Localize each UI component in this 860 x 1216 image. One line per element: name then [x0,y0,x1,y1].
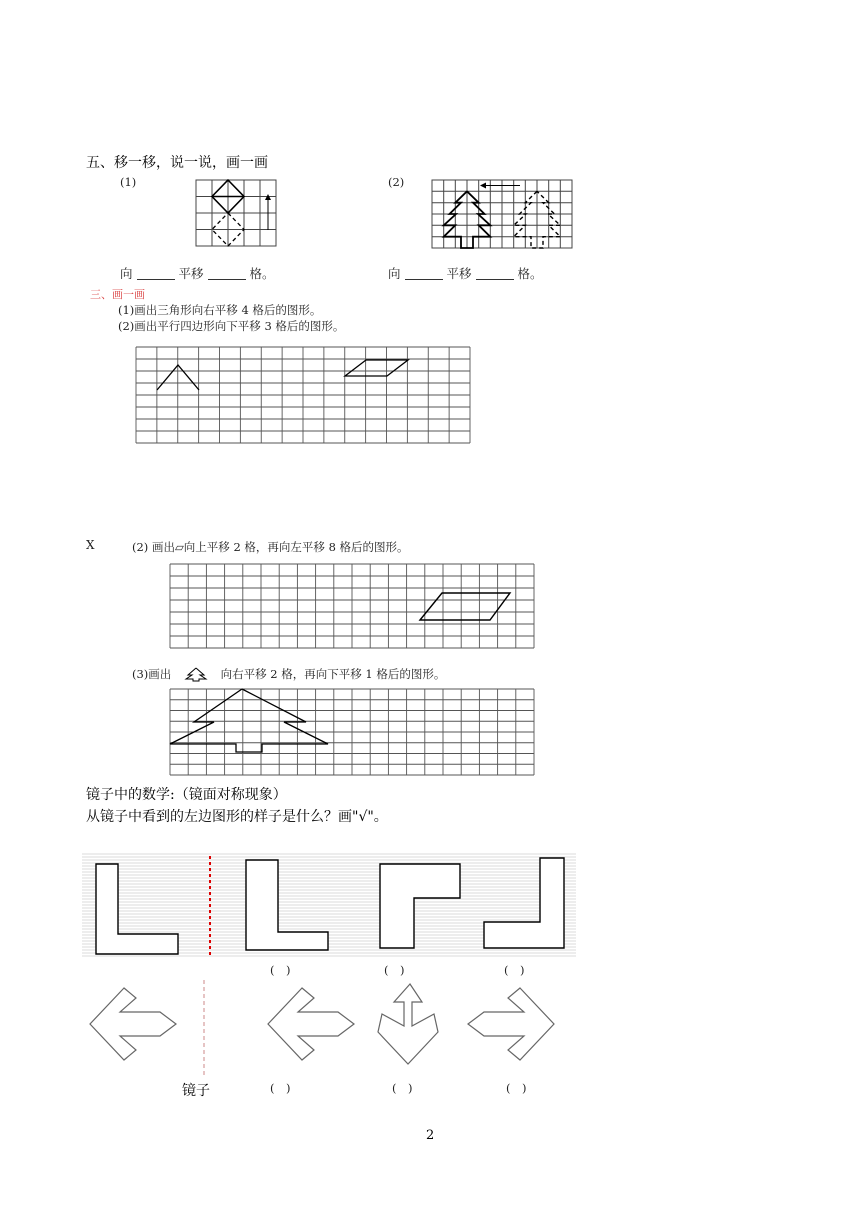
section-heading: 五、移一移，说一说，画一画 [86,155,268,171]
drawing-grid-3 [170,689,536,777]
drawing-grid-2 [170,564,536,650]
instruction-part2-2: (2) 画出▱向上平移 2 格，再向左平移 8 格后的图形。 [132,540,409,554]
tree-icon [181,667,211,681]
section3-heading: 三、画一画 [90,288,145,301]
mirror-label: 镜子 [182,1083,210,1099]
mirror-panel-2 [82,980,576,1082]
fill-in-line-1: 向 平移 格。 [120,266,275,281]
question-label-1: (1) [120,175,137,189]
mirror-question: 从镜子中看到的左边图形的样子是什么？画"√"。 [86,809,388,825]
translation-grid-1 [196,180,278,248]
fill-in-line-2: 向 平移 格。 [388,266,543,281]
answer-paren-3[interactable]: ( ) [504,963,525,977]
answer-paren-5[interactable]: ( ) [392,1081,413,1095]
mirror-panel-1 [82,852,576,958]
answer-paren-2[interactable]: ( ) [384,963,405,977]
instruction-1: (1)画出三角形向右平移 4 格后的图形。 [118,303,322,317]
translation-grid-2 [432,180,574,250]
answer-paren-1[interactable]: ( ) [270,963,291,977]
mirror-title: 镜子中的数学:（镜面对称现象） [86,787,287,803]
answer-paren-6[interactable]: ( ) [506,1081,527,1095]
drawing-grid-1 [136,347,472,445]
instruction-2: (2)画出平行四边形向下平移 3 格后的图形。 [118,319,345,333]
question-label-2: (2) [388,175,405,189]
page-number: 2 [426,1128,435,1143]
marker: X [86,538,95,552]
answer-paren-4[interactable]: ( ) [270,1081,291,1095]
instruction-part2-3: (3)画出 向右平移 2 格，再向下平移 1 格后的图形。 [132,667,446,681]
